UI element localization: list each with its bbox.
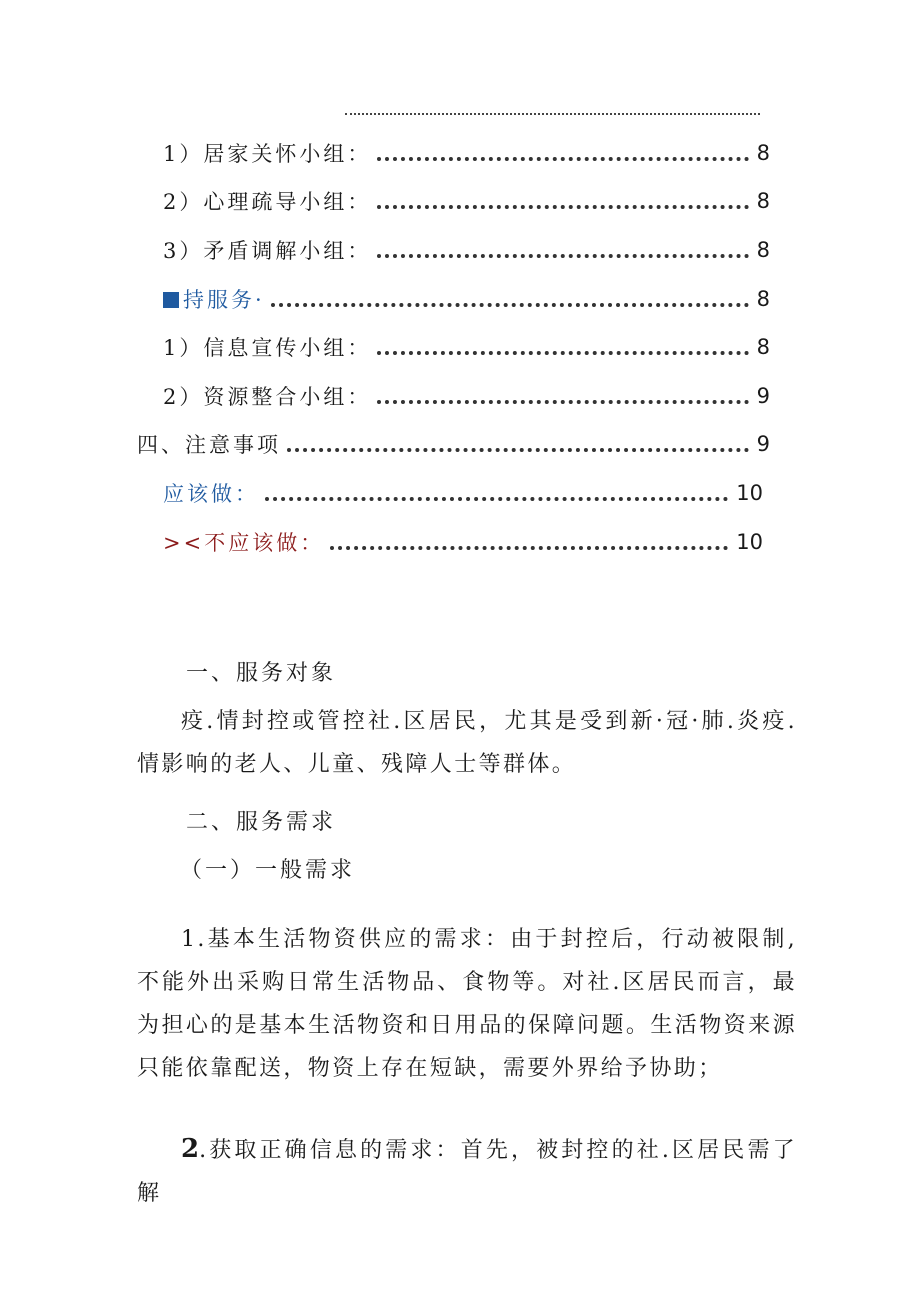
toc-label: 持服务· — [163, 284, 265, 314]
toc-entry-4[interactable] — [163, 279, 770, 319]
subsection-heading: （一）一般需求 — [180, 858, 356, 883]
toc-label: 2）心理疏导小组： — [163, 190, 372, 214]
toc-label: 四、注意事项 — [137, 433, 281, 457]
toc-label: 3）矛盾调解小组： — [163, 239, 372, 263]
section-heading-2: 二、服务需求 — [186, 810, 337, 835]
toc-label: 应该做： — [163, 482, 259, 506]
paragraph-supply-needs: 1.基本生活物资供应的需求：由于封控后，行动被限制,不能外出采购日常生活物品、食物等。对社.区居民而言，最为担心的是基本生活物资和日用品的保障问题。生活物资来源只能依靠配送，物资上存在短缺，需要外界给予协助； — [137, 927, 797, 1081]
blue-square-icon — [163, 292, 179, 308]
paragraph-info-needs: 2.获取正确信息的需求：首先，被封控的社.区居民需了解 — [137, 1134, 797, 1206]
toc-page-number: 8 — [756, 141, 770, 165]
toc-label: 2）资源整合小组： — [163, 385, 372, 409]
toc-page-number: 8 — [756, 287, 770, 311]
toc-entry-6[interactable] — [163, 376, 770, 416]
toc-leader — [287, 448, 749, 452]
toc-page-number: 8 — [756, 189, 770, 213]
toc-leader — [377, 351, 748, 355]
toc-leader — [265, 497, 728, 501]
toc-page-number: 8 — [756, 335, 770, 359]
toc-entry-5[interactable] — [163, 327, 770, 367]
toc-entry-8[interactable] — [163, 473, 763, 513]
toc-leader — [271, 303, 749, 307]
section-heading-1: 一、服务对象 — [186, 661, 337, 686]
toc-leader — [330, 546, 728, 550]
toc-leader — [377, 254, 748, 258]
paragraph-service-target: 疫.情封控或管控社.区居民，尤其是受到新·冠·肺.炎疫.情影响的老人、儿童、残障人士等群体。 — [137, 709, 797, 777]
toc-entry-2[interactable] — [163, 181, 770, 221]
toc-entry-1[interactable] — [163, 133, 770, 173]
toc-entry-7[interactable] — [137, 424, 770, 464]
toc-leader — [377, 400, 748, 404]
toc-page-number: 9 — [756, 384, 770, 408]
list-number: 2 — [181, 1134, 200, 1164]
toc-label: 1）居家关怀小组： — [163, 142, 372, 166]
dotted-leader-top — [345, 113, 760, 115]
toc-page-number: 10 — [736, 530, 763, 554]
toc-page-number: 9 — [756, 432, 770, 456]
toc-label: 1）信息宣传小组： — [163, 336, 372, 360]
toc-page-number: 10 — [736, 481, 763, 505]
toc-entry-9[interactable] — [163, 522, 763, 562]
toc-entry-3[interactable] — [163, 230, 770, 270]
toc-leader — [377, 157, 748, 161]
cross-prefix: >< — [163, 531, 205, 555]
toc-page-number: 8 — [756, 238, 770, 262]
toc-leader — [377, 205, 748, 209]
toc-label: ><不应该做： — [163, 531, 325, 555]
